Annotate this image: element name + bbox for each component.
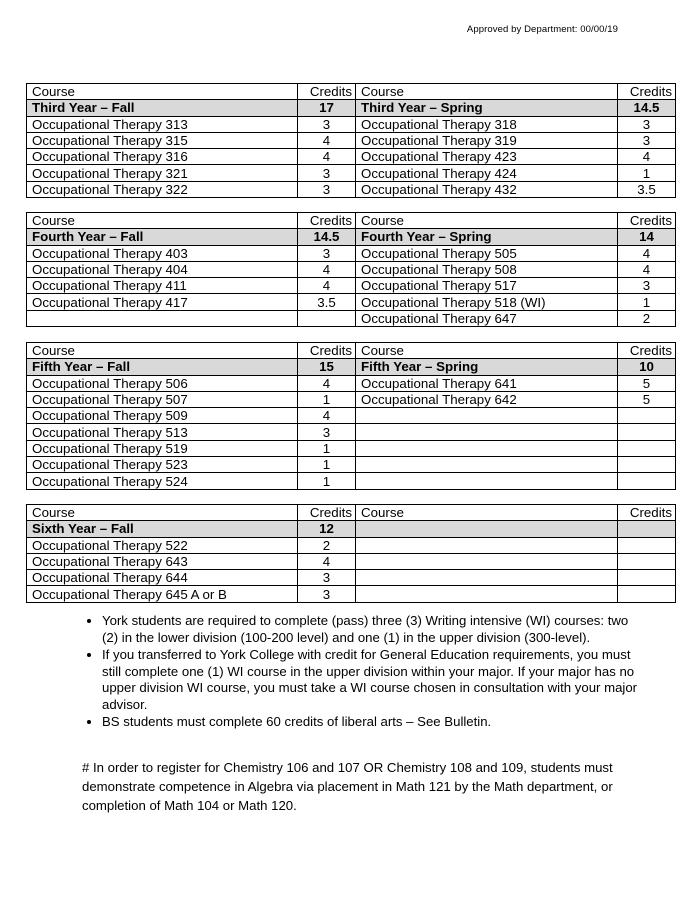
table-row: [27, 570, 676, 586]
table-row: [27, 132, 676, 148]
table-row: [27, 261, 676, 277]
course-credits: [618, 473, 676, 489]
course-credits: 3: [298, 181, 356, 197]
course-credits: 4: [298, 408, 356, 424]
course-name: Occupational Therapy 509: [27, 408, 298, 424]
course-name: [356, 553, 618, 569]
semester-name: Fifth Year – Fall: [27, 359, 298, 375]
course-credits: [618, 570, 676, 586]
course-header: Course: [356, 343, 618, 359]
course-name: Occupational Therapy 519: [27, 440, 298, 456]
course-credits: 3: [298, 245, 356, 261]
course-credits: [618, 424, 676, 440]
course-name: [356, 537, 618, 553]
table-row: [27, 375, 676, 391]
course-credits: 3: [298, 165, 356, 181]
course-credits: 5: [618, 375, 676, 391]
table-row: [27, 245, 676, 261]
semester-row: [27, 229, 676, 245]
semester-row: [27, 359, 676, 375]
course-header: Course: [27, 505, 298, 521]
semester-name: Third Year – Fall: [27, 100, 298, 116]
course-credits: 3.5: [618, 181, 676, 197]
semester-name: Fourth Year – Fall: [27, 229, 298, 245]
note-item: • BS students must complete 60 credits of liberal arts – See Bulletin.: [102, 714, 642, 731]
course-credits: 3: [298, 424, 356, 440]
approval-note: Approved by Department: 00/00/19: [466, 24, 618, 35]
course-credits: 4: [618, 261, 676, 277]
third-year-table: [26, 83, 676, 198]
semester-total-credits: [618, 521, 676, 537]
course-credits: [618, 440, 676, 456]
course-credits: 1: [618, 294, 676, 310]
course-name: Occupational Therapy 518 (WI): [356, 294, 618, 310]
table-row: [27, 537, 676, 553]
course-credits: 3: [618, 116, 676, 132]
course-name: Occupational Therapy 313: [27, 116, 298, 132]
credits-header: Credits: [618, 505, 676, 521]
course-name: Occupational Therapy 523: [27, 457, 298, 473]
table-header-row: [27, 343, 676, 359]
course-credits: 4: [298, 132, 356, 148]
note-item: • York students are required to complete (pass) three (3) Writing intensive (WI) courses: two (2) in the lower division (100-200 level) and one (1) in the upper division (300-level).: [102, 613, 642, 646]
course-name: Occupational Therapy 645 A or B: [27, 586, 298, 602]
course-name: [27, 310, 298, 326]
course-name: Occupational Therapy 647: [356, 310, 618, 326]
chemistry-footnote: # In order to register for Chemistry 106 and 107 OR Chemistry 108 and 109, students must demonstrate competence in Algebra via placement in Math 121 by the Math department, or completion of Math 104 or Math 120.: [82, 760, 613, 813]
course-credits: 4: [618, 149, 676, 165]
sixth-year-table: [26, 504, 676, 603]
course-credits: 3: [298, 116, 356, 132]
course-name: Occupational Therapy 506: [27, 375, 298, 391]
course-name: Occupational Therapy 411: [27, 278, 298, 294]
table-header-row: [27, 213, 676, 229]
table-header-row: [27, 505, 676, 521]
course-credits: 5: [618, 391, 676, 407]
course-credits: 1: [618, 165, 676, 181]
course-name: Occupational Therapy 642: [356, 391, 618, 407]
course-name: Occupational Therapy 404: [27, 261, 298, 277]
course-credits: [618, 408, 676, 424]
course-credits: 1: [298, 440, 356, 456]
table-row: [27, 440, 676, 456]
course-name: Occupational Therapy 424: [356, 165, 618, 181]
table-row: [27, 424, 676, 440]
course-credits: 4: [618, 245, 676, 261]
course-credits: 1: [298, 457, 356, 473]
course-credits: 4: [298, 375, 356, 391]
course-credits: 4: [298, 278, 356, 294]
course-name: Occupational Therapy 403: [27, 245, 298, 261]
semester-name: [356, 521, 618, 537]
course-credits: 3: [618, 278, 676, 294]
table-row: [27, 294, 676, 310]
note-item: • If you transferred to York College with credit for General Education requirements, you must still complete one (1) WI course in the upper division within your major. If your major has no upper division WI course, you must take a WI course chosen in consultation with your major advisor.: [102, 647, 642, 713]
course-header: Course: [27, 343, 298, 359]
course-credits: 3: [618, 132, 676, 148]
table-row: [27, 391, 676, 407]
course-name: Occupational Therapy 417: [27, 294, 298, 310]
credits-header: Credits: [618, 343, 676, 359]
table-row: [27, 457, 676, 473]
course-name: Occupational Therapy 508: [356, 261, 618, 277]
credits-header: Credits: [298, 213, 356, 229]
semester-name: Third Year – Spring: [356, 100, 618, 116]
fourth-year-table: [26, 212, 676, 327]
semester-row: [27, 521, 676, 537]
table-row: [27, 310, 676, 326]
credits-header: Credits: [298, 84, 356, 100]
table-row: [27, 181, 676, 197]
semester-total-credits: 15: [298, 359, 356, 375]
course-name: Occupational Therapy 423: [356, 149, 618, 165]
course-name: Occupational Therapy 319: [356, 132, 618, 148]
course-name: Occupational Therapy 641: [356, 375, 618, 391]
course-credits: 1: [298, 391, 356, 407]
course-name: Occupational Therapy 644: [27, 570, 298, 586]
table-row: [27, 165, 676, 181]
course-name: Occupational Therapy 318: [356, 116, 618, 132]
table-row: [27, 473, 676, 489]
course-credits: 1: [298, 473, 356, 489]
credits-header: Credits: [618, 84, 676, 100]
semester-row: [27, 100, 676, 116]
course-name: [356, 457, 618, 473]
course-credits: 2: [618, 310, 676, 326]
semester-name: Fourth Year – Spring: [356, 229, 618, 245]
course-name: [356, 408, 618, 424]
course-credits: 3: [298, 586, 356, 602]
course-name: Occupational Therapy 432: [356, 181, 618, 197]
semester-total-credits: 14.5: [298, 229, 356, 245]
semester-name: Fifth Year – Spring: [356, 359, 618, 375]
table-header-row: [27, 84, 676, 100]
course-credits: 4: [298, 261, 356, 277]
table-row: [27, 278, 676, 294]
course-credits: [618, 553, 676, 569]
course-name: Occupational Therapy 505: [356, 245, 618, 261]
course-credits: 2: [298, 537, 356, 553]
course-name: Occupational Therapy 513: [27, 424, 298, 440]
course-name: [356, 440, 618, 456]
course-name: Occupational Therapy 643: [27, 553, 298, 569]
course-credits: [298, 310, 356, 326]
credits-header: Credits: [298, 505, 356, 521]
semester-total-credits: 12: [298, 521, 356, 537]
table-row: [27, 553, 676, 569]
course-header: Course: [27, 213, 298, 229]
table-row: [27, 408, 676, 424]
fifth-year-table: [26, 342, 676, 490]
course-credits: [618, 586, 676, 602]
semester-total-credits: 14.5: [618, 100, 676, 116]
course-credits: [618, 537, 676, 553]
course-header: Course: [356, 84, 618, 100]
credits-header: Credits: [618, 213, 676, 229]
course-name: Occupational Therapy 316: [27, 149, 298, 165]
table-row: [27, 116, 676, 132]
course-credits: 4: [298, 553, 356, 569]
requirements-notes: [82, 613, 642, 732]
course-header: Course: [27, 84, 298, 100]
course-name: [356, 570, 618, 586]
course-name: Occupational Therapy 522: [27, 537, 298, 553]
course-header: Course: [356, 213, 618, 229]
course-name: [356, 424, 618, 440]
semester-name: Sixth Year – Fall: [27, 521, 298, 537]
course-name: [356, 586, 618, 602]
table-row: [27, 149, 676, 165]
course-name: Occupational Therapy 315: [27, 132, 298, 148]
course-header: Course: [356, 505, 618, 521]
table-row: [27, 586, 676, 602]
course-name: Occupational Therapy 524: [27, 473, 298, 489]
course-name: [356, 473, 618, 489]
semester-total-credits: 14: [618, 229, 676, 245]
course-credits: 3: [298, 570, 356, 586]
semester-total-credits: 10: [618, 359, 676, 375]
course-name: Occupational Therapy 507: [27, 391, 298, 407]
course-credits: 4: [298, 149, 356, 165]
course-name: Occupational Therapy 517: [356, 278, 618, 294]
semester-total-credits: 17: [298, 100, 356, 116]
course-credits: 3.5: [298, 294, 356, 310]
course-name: Occupational Therapy 321: [27, 165, 298, 181]
course-name: Occupational Therapy 322: [27, 181, 298, 197]
credits-header: Credits: [298, 343, 356, 359]
course-credits: [618, 457, 676, 473]
